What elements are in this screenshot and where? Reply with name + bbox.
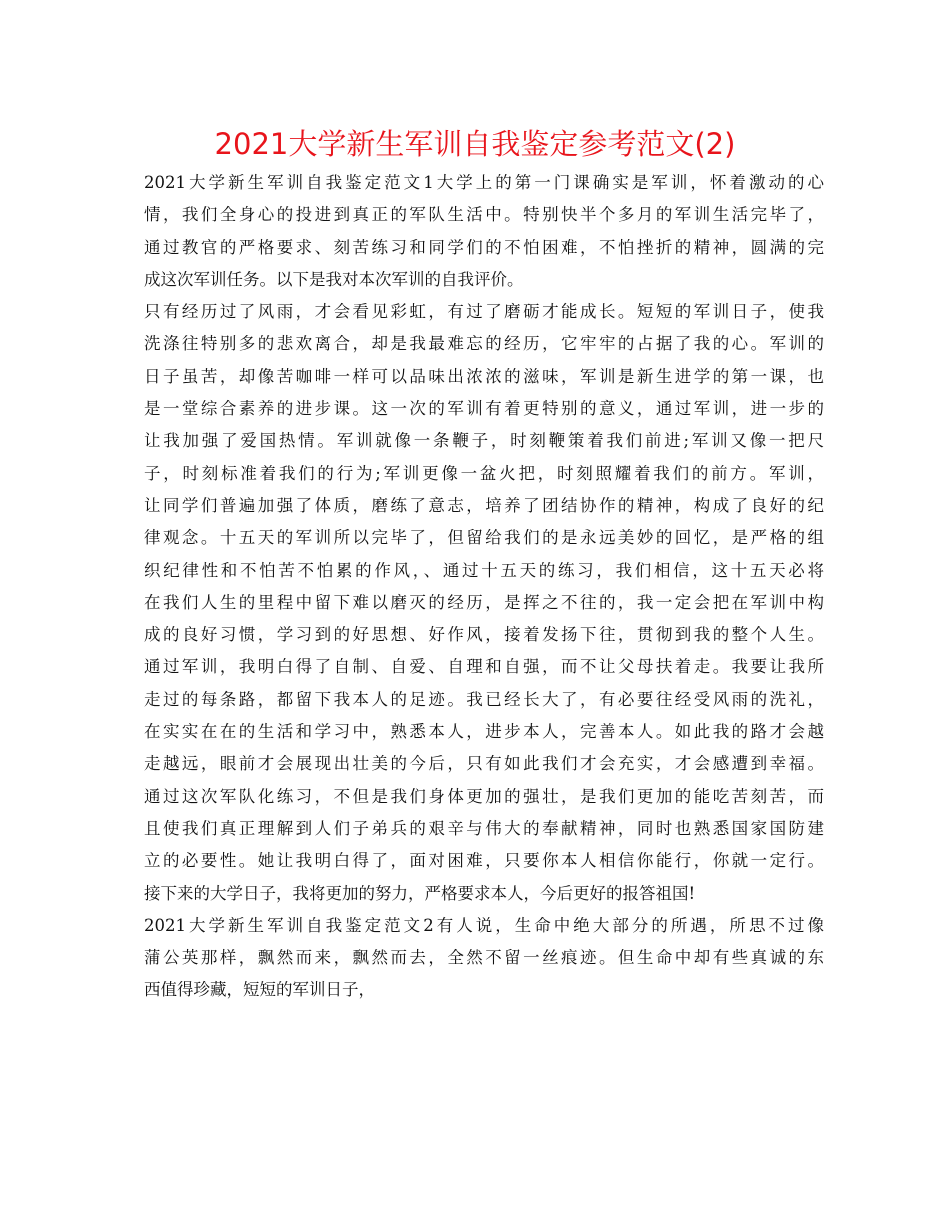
document-title: 2021大学新生军训自我鉴定参考范文(2) <box>214 127 736 161</box>
body-line: 走过的每条路，都留下我本人的足迹。我已经长大了，有必要往经受风雨的洗礼， <box>144 689 824 709</box>
body-line: 在我们人生的里程中留下难以磨灭的经历，是挥之不往的，我一定会把在军训中构 <box>144 592 824 612</box>
body-line: 通过军训，我明白得了自制、自爱、自理和自强，而不让父母扶着走。我要让我所 <box>144 657 824 677</box>
body-line: 在实实在在的生活和学习中，熟悉本人，进步本人，完善本人。如此我的路才会越 <box>144 722 824 742</box>
body-line: 洗涤往特别多的悲欢离合，却是我最难忘的经历，它牢牢的占据了我的心。军训的 <box>144 334 824 354</box>
body-line: 2021大学新生军训自我鉴定范文2有人说，生命中绝大部分的所遇，所思不过像 <box>144 915 824 935</box>
body-line: 情，我们全身心的投进到真正的军队生活中。特别快半个多月的军训生活完毕了， <box>144 205 824 225</box>
body-line: 织纪律性和不怕苦不怕累的作风，、通过十五天的练习，我们相信，这十五天必将 <box>144 560 824 580</box>
body-line: 成的良好习惯，学习到的好思想、好作风，接着发扬下往，贯彻到我的整个人生。 <box>144 625 824 645</box>
body-line: 蒲公英那样，飘然而来，飘然而去，全然不留一丝痕迹。但生命中却有些真诚的东 <box>144 948 824 968</box>
body-line: 子，时刻标准着我们的行为;军训更像一盆火把，时刻照耀着我们的前方。军训， <box>144 463 824 483</box>
body-line: 通过这次军队化练习，不但是我们身体更加的强壮，是我们更加的能吃苦刻苦，而 <box>144 786 824 806</box>
document-body <box>144 167 824 1007</box>
body-line: 西值得珍藏，短短的军训日子， <box>144 980 375 1000</box>
body-line: 是一堂综合素养的进步课。这一次的军训有着更特别的意义，通过军训，进一步的 <box>144 399 824 419</box>
body-line: 成这次军训任务。以下是我对本次军训的自我评价。 <box>144 269 524 289</box>
body-line: 立的必要性。她让我明白得了，面对困难，只要你本人相信你能行，你就一定行。 <box>144 851 824 871</box>
body-line: 只有经历过了风雨，才会看见彩虹，有过了磨砺才能成长。短短的军训日子，使我 <box>144 302 824 322</box>
body-line: 且使我们真正理解到人们子弟兵的艰辛与伟大的奉献精神，同时也熟悉国家国防建 <box>144 818 824 838</box>
body-line: 通过教官的严格要求、刻苦练习和同学们的不怕困难，不怕挫折的精神，圆满的完 <box>144 237 824 257</box>
body-line: 日子虽苦，却像苦咖啡一样可以品味出浓浓的滋味，军训是新生进学的第一课，也 <box>144 366 824 386</box>
body-line: 走越远，眼前才会展现出壮美的今后，只有如此我们才会充实，才会感遭到幸福。 <box>144 754 824 774</box>
body-line: 让我加强了爱国热情。军训就像一条鞭子，时刻鞭策着我们前进;军训又像一把尺 <box>144 431 824 451</box>
body-line: 律观念。十五天的军训所以完毕了，但留给我们的是永远美妙的回忆，是严格的组 <box>144 528 824 548</box>
body-line: 接下来的大学日子，我将更加的努力，严格要求本人，今后更好的报答祖国! <box>144 883 696 903</box>
body-line: 让同学们普遍加强了体质，磨练了意志，培养了团结协作的精神，构成了良好的纪 <box>144 495 824 515</box>
body-line: 2021大学新生军训自我鉴定范文1大学上的第一门课确实是军训，怀着激动的心 <box>144 173 824 192</box>
